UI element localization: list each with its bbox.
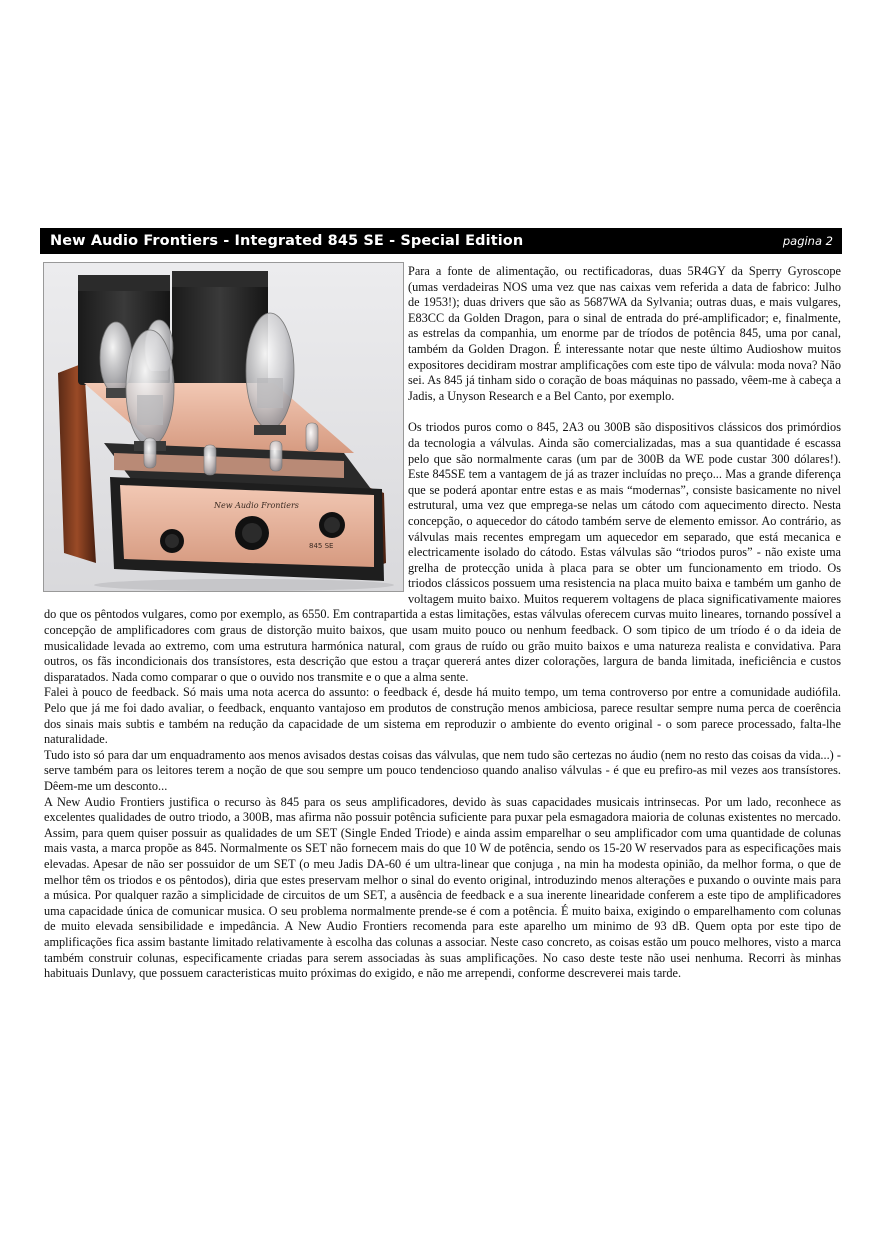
article-paragraph: A New Audio Frontiers justifica o recurso às 845 para os seus amplificadores, devido às suas capacidades musicais intrinsecas. Por um lado, reconhece as excelentes qualidades de outro triodo, a 300B, mas afirma não possuir potência suficiente para puxar pela esmagadora maioria de colunas existentes no mercado. Assim, para quem quiser possuir as qualidades de um SET (Single Ended Triode) e ainda assim emparelhar o seu amplificador com uma quantidade de colunas mais vasta, a marca propõe as 845. Normalmente os SET não fornecem mais do que 10 W de potência, sendo os 15-20 W reservados para as especificações mais elevadas. Apesar de não ser possuidor de um SET (o meu Jadis DA-60 é um ultra-linear que conjuga , na min ha modesta opinião, da melhor forma, o que de melhor têm os triodos e os pêntodos), diria que estes preservam melhor o sinal do evento original, introduzindo menos alterações e puxando o ouvinte mais para a música. Por qualquer razão a simplicidade de circuitos de um SET, a ausência de feedback e a sua inerente linearidade conferem a este tipo de amplificadores uma capacidade única de comunicar musica. O seu problema normalmente prende-se é com a potência. É muito baixa, exigindo o emparelhamento com colunas de muito elevada sensibilidade e impedância. A New Audio Frontiers recomenda para este aparelho um minimo de 93 dB. Quem opta por este tipo de amplificações fica assim bastante limitado relativamente à escolha das colunas a associar. Neste caso concreto, as coisas estão um pouco melhores, visto a marca também construir colunas, especificamente criadas para serem associadas às suas amplificações. No caso deste teste não usei nenhuma. Recorri às minhas habituais Dunlavy, que possuem caracteristicas muito próximas do exigido, e não me arrependi, conforme descreverei mais tarde. [44,794,841,981]
article-paragraph: Para a fonte de alimentação, ou rectificadoras, duas 5R4GY da Sperry Gyroscope (umas verdadeiras NOS uma vez que nas caixas vem referida a data de fabrico: Julho de 1953!); duas drivers que são as 5687WA da Sylvania; outras duas, e mais vulgares, E83CC da Golden Dragon, para o sinal de entrada do pré-amplificador; e, finalmente, as estrelas da companhia, um enorme par de tríodos de potência 845, uma por canal, também da Golden Dragon. É interessante notar que neste último Audioshow muitos expositores decidiram mostrar amplificações com este tipo de válvula: moda nova? Não sei. As 845 já tinham sido o coração de boas máquinas no passado, vêem-me à cabeça a Jadis, a Unyson Research e a Bel Canto, por exemplo. [408,264,841,403]
article-body [44,264,841,982]
page-number-label: pagina 2 [782,234,833,248]
article-paragraph: Falei à pouco de feedback. Só mais uma nota acerca do assunto: o feedback é, desde há muito tempo, um tema controverso por entre a comunidade audiófila. Pelo que já me foi dado avaliar, o feedback, enquanto vantajoso em produtos de construção menos ambiciosa, parece resultar sempre numa perca de coerência dos sinais mais subtis e também na redução da capacidade de um sistema em reproduzir o ambiente do evento original - o som parece processado, falta-lhe naturalidade. [44,685,841,747]
faceplate-brand-text: New Audio Frontiers [214,501,299,510]
article-header-bar [40,228,842,254]
article-paragraph: Tudo isto só para dar um enquadramento aos menos avisados destas coisas das válvulas, que nem tudo são certezas no áudio (nem no resto das coisas da vida...) - serve também para os leitores terem a noção de que sou sempre um pouco tendencioso quando analiso válvulas - é que eu prefiro-as mil vezes aos transístores. Dêem-me um desconto... [44,747,841,793]
article-title: New Audio Frontiers - Integrated 845 SE - Special Edition [50,233,524,249]
faceplate-model-text: 845 SE [309,542,334,550]
article-paragraph: Os triodos puros como o 845, 2A3 ou 300B são dispositivos clássicos dos primórdios da tecnologia a válvulas. Ainda são comercializadas, mas a sua quantidade é escassa pelo que são normalmente caras (um par de 300B da WE pode custar 300 dólares!). Este 845SE tem a vantagem de já as trazer incluídas no preço... Mas a grande diferença que se poderá apontar entre estas e as mais “modernas”, consiste basicamente no nivel estrutural, uma vez que emprega-se nelas um cátodo com aquecimento directo. Nesta concepção, o aquecedor do cátodo também serve de elemento emissor. Ao contrário, as válvulas mais recentes empregam um aquecedor em separado, que está mecanica e electricamente isolado do cátodo. Estas válvulas são “triodos puros” - não existe uma grelha de protecção unida à placa para se obter um funcionamento em triodo. Os triodos clássicos possuem uma resistencia na placa muito baixa e também um ganho de voltagem muito baixo. Muitos requerem voltagens de placa significativamente maiores do que os pêntodos vulgares, como por exemplo, as 6550. Em contrapartida a estas limitações, estas válvulas oferecem curvas muito lineares, tornando possível a concepção de amplificadores com graus de distorção muito baixos, que usam muito pouco ou nenhum feedback. O som tipico de um tríodo é o da ideia de musicalidade levada ao extremo, com uma estrutura harmónica natural, com graus de ruído ou grão muito baixos e uma natureza realista e convidativa. Para outros, os fãs incondicionais dos transístores, esta descrição que estou a traçar quererá antes dizer colorações, largura de banda limitada, ineficiência e custos disparatados. Nada como comparar o que o ouvido nos transmite e o que a alma sente. [44,420,841,684]
